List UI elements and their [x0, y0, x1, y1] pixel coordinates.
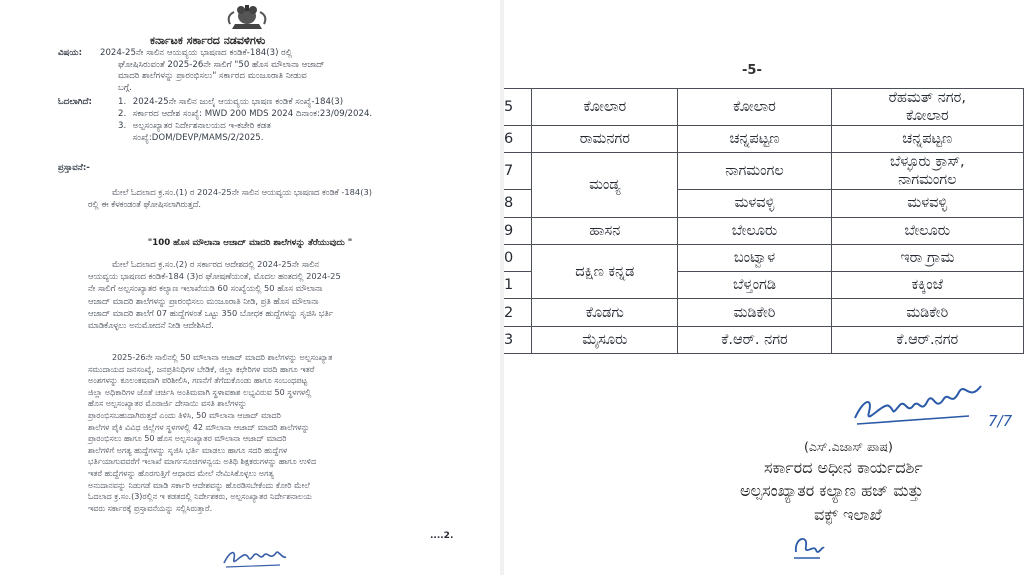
references-label-row [58, 97, 92, 109]
serial-cell: 2 [504, 299, 532, 326]
government-proceedings-title: ಕರ್ನಾಟಕ ಸರ್ಕಾರದ ನಡವಳಿಗಳು [150, 34, 266, 47]
district-cell: ಕೊಡಗು [532, 299, 678, 326]
place-cell: ಕೆ.ಆರ್.ನಗರ [831, 326, 1023, 353]
table-row [504, 217, 1024, 244]
preamble-label: ಪ್ರಸ್ತಾವನೆ:- [58, 163, 90, 173]
taluk-cell: ಬಂಟ್ವಾಳ [678, 244, 831, 271]
right-page [504, 0, 1024, 575]
budget-quote: "100 ಹೊಸ ಮೌಲಾನಾ ಆಜಾದ್ ಮಾದರಿ ಶಾಲೆಗಳನ್ನು ತೆರೆಯುವುದು " [147, 238, 353, 248]
serial-cell: 8 [504, 190, 532, 217]
subject-line: ಘೋಷಿಸಿರುವಂತೆ 2025-26ನೇ ಸಾಲಿಗೆ "50 ಹೊಸ ಮೌಲಾನಾ ಆಜಾದ್ [118, 59, 325, 70]
taluk-cell: ಮಡಿಕೇರಿ [678, 299, 831, 326]
page-number: -5- [742, 63, 762, 78]
place-cell: ಮಡಿಕೇರಿ [831, 299, 1023, 326]
serial-cell: 3 [504, 326, 532, 353]
signatory-designation: ಸರ್ಕಾರದ ಅಧೀನ ಕಾರ್ಯದರ್ಶಿ [764, 458, 923, 477]
district-cell: ಕೋಲಾರ [532, 89, 678, 126]
taluk-cell: ನಾಗಮಂಗಲ [678, 153, 831, 190]
serial-cell: 1 [504, 272, 532, 299]
subject-line: ಮಾದರಿ ಶಾಲೆಗಳನ್ನು ಪ್ರಾರಂಭಿಸಲು" ಸರ್ಕಾರದ ಮಂಜೂರಾತಿ ನೀಡುವ [118, 71, 307, 81]
references-label: ಓದಲಾಗಿದೆ: [58, 97, 92, 107]
reference-item: ಸಂಖ್ಯೆ:DOM/DEVP/MAMS/2/2025. [132, 133, 264, 143]
district-cell: ಮಂಡ್ಯ [532, 153, 678, 217]
preamble-paragraph-1: ಮೇಲೆ ಓದಲಾದ ಕ್ರ.ಸಂ.(1) ರ 2024-25ನೇ ಸಾಲಿನ ಆಯವ್ಯಯ ಭಾಷಣದ ಕಂಡಿಕೆ -184(3) ರಲ್ಲಿ ಈ ಕೆಳಕಂಡಂತೆ ಘೋಷಿಸಲಾಗಿರುತ್ತದೆ. [88, 187, 372, 210]
reference-item: 3. ಅಲ್ಪಸಂಖ್ಯಾತರ ನಿರ್ದೇಶನಾಲಯದ ಇ-ಕಚೇರಿ ಕಡತ [118, 121, 271, 131]
subject-line: ಬಗ್ಗೆ. [118, 82, 133, 93]
signature-initial-icon [220, 541, 290, 571]
place-cell: ಬೇಲೂರು [831, 217, 1023, 244]
left-page [0, 0, 500, 575]
serial-cell: 7 [504, 153, 532, 190]
reference-item: 2. ಸರ್ಕಾರದ ಆದೇಶ ಸಂಖ್ಯೆ: MWD 200 MDS 2024 ದಿನಾಂಕ:23/09/2024. [118, 109, 373, 119]
table-row [504, 244, 1024, 271]
signatory-department: ಅಲ್ಪಸಂಖ್ಯಾತರ ಕಲ್ಯಾಣ ಹಜ್ ಮತ್ತು [740, 481, 924, 500]
district-cell: ದಕ್ಷಿಣ ಕನ್ನಡ [532, 244, 678, 299]
table-row [504, 153, 1024, 190]
subject-label-row [58, 48, 82, 60]
taluk-cell: ಮಳವಳ್ಳಿ [678, 190, 831, 217]
preamble-paragraph-3: 2025-26ನೇ ಸಾಲಿನಲ್ಲಿ 50 ಮೌಲಾನಾ ಆಜಾದ್ ಮಾದರಿ ಶಾಲೆಗಳನ್ನು ಅಲ್ಪಸಂಖ್ಯಾತ ಸಮುದಾಯದ ಜನಸಂಖ್ಯೆ, ಜನಪ್ರತಿನಿಧಿಗಳ ಬೇಡಿಕೆ, ಜಿಲ್ಲಾ ಕಛೇರಿಗಳ ವರದಿ ಹಾಗೂ ಇತರೆ ಅಂಶಗಳನ್ನು ಕೂಲಂಕಷವಾಗಿ ಪರಿಶೀಲಿಸಿ, ಗಣನೆಗೆ ತೆಗೆದುಕೊಂಡು ಹಾಗೂ ಸಂಬಂಧಪಟ್ಟ ಜಿಲ್ಲಾ ಅಧಿಕಾರಿಗಳ ಜೊತೆ ಚರ್ಚಿಸಿ ಅಂತಿಮವಾಗಿ ಸ್ಥಳಾವಕಾಶ ಲಭ್ಯವಿರುವ 50 ಸ್ಥಳಗಳಲ್ಲಿ ಹೊಸ ಅಲ್ಪಸಂಖ್ಯಾತರ ಮೊರಾರ್ಜಿ ದೇಸಾಯಿ ವಸತಿ ಶಾಲೆಗಳನ್ನು ಪ್ರಾರಂಭಿಸಬಹುದಾಗಿರುತ್ತದೆ ಎಂದು ತಿಳಿಸಿ, 50 ಮೌಲಾನಾ ಆಜಾದ್ ಮಾದರಿ ಶಾಲೆಗಳ ಪೈಕಿ ವಿವಿಧ ಜಿಲ್ಲೆಗಳ ಸ್ಥಳಗಳಲ್ಲಿ 42 ಮೌಲಾನಾ ಆಜಾದ್ ಮಾದರಿ ಶಾಲೆಗಳನ್ನು ಪ್ರಾರಂಭಿಸಲು ಹಾಗೂ 50 ಹೊಸ ಅಲ್ಪಸಂಖ್ಯಾತರ ಮೌಲಾನಾ ಆಜಾದ್ ಮಾದರಿ ಶಾಲೆಗಳಿಗೆ ಅಗತ್ಯ ಹುದ್ದೆಗಳನ್ನು ಸೃಜಿಸಿ ಭರ್ತಿ ಮಾಡಲು ಹಾಗೂ ಸದರಿ ಹುದ್ದೆಗಳ ಭರ್ತಿಯಾಗುವವರೆಗೆ ಇಲಾಖೆ ಮಾರ್ಗಸೂಚಿಗಳನ್ವಯ ಅತಿಥಿ ಶಿಕ್ಷಕರುಗಳನ್ನು ಹಾಗೂ ಉಳಿದ ಇತರೆ ಹುದ್ದೆಗಳನ್ನು ಹೊರಗುತ್ತಿಗೆ ಆಧಾರದ ಮೇಲೆ ನೇಮಿಸಿಕೊಳ್ಳಲು ಅಗತ್ಯ ಅನುದಾನವನ್ನು ನಿಡುಗಡೆ ಮಾಡಿ ಸರ್ಕಾರಿ ಆದೇಶವನ್ನು ಹೊರಡಿಸಬೇಕೆಂದು ಕೋರಿ ಮೇಲೆ ಓದಲಾದ ಕ್ರ.ಸಂ.(3)ರಲ್ಲಿನ ಇ ಕಡತದಲ್ಲಿ ನಿರ್ದೇಶಕರು, ಅಲ್ಪಸಂಖ್ಯಾತರ ನಿರ್ದೇಶನಾಲಯ ಇವರು ಸರ್ಕಾರಕ್ಕೆ ಪ್ರಸ್ತಾವನೆಯನ್ನು ಸಲ್ಲಿಸಿರುತ್ತಾರೆ. [88, 353, 333, 513]
signature-icon [849, 372, 989, 432]
state-emblem-icon [222, 2, 272, 32]
signatory-name: (ಎಸ್.ಎಜಾಸ್ ಪಾಷ) [804, 439, 893, 454]
place-cell: ಚನ್ನಪಟ್ಟಣ [831, 126, 1023, 153]
place-cell: ರೆಹಮತ್ ನಗರ, ಕೋಲಾರ [831, 89, 1023, 126]
taluk-cell: ಚನ್ನಪಟ್ಟಣ [678, 126, 831, 153]
serial-cell: 5 [504, 89, 532, 126]
table-row [504, 326, 1024, 353]
serial-cell: 9 [504, 217, 532, 244]
taluk-cell: ಬೆಳ್ತಂಗಡಿ [678, 272, 831, 299]
taluk-cell: ಕೆ.ಆರ್. ನಗರ [678, 326, 831, 353]
serial-cell: 6 [504, 126, 532, 153]
place-cell: ಮಳವಳ್ಳಿ [831, 190, 1023, 217]
table-row [504, 126, 1024, 153]
reference-item: 1. 2024-25ನೇ ಸಾಲಿನ ಜುಲೈ ಆಯವ್ಯಯ ಭಾಷಣ ಕಂಡಿಕೆ ಸಂಖ್ಯೆ-184(3) [118, 97, 344, 107]
taluk-cell: ಬೇಲೂರು [678, 217, 831, 244]
page-continuation-marker: ....2. [430, 531, 454, 541]
initials-icon [790, 528, 830, 564]
signatory-department-2: ವಕ್ಫ್ ಇಲಾಖೆ [814, 505, 882, 524]
district-cell: ರಾಮನಗರ [532, 126, 678, 153]
place-cell: ಇರಾ ಗ್ರಾಮ [831, 244, 1023, 271]
district-cell: ಮೈಸೂರು [532, 326, 678, 353]
serial-cell: 0 [504, 244, 532, 271]
place-cell: ಬೆಳ್ಳೂರು ಕ್ರಾಸ್, ನಾಗಮಂಗಲ [831, 153, 1023, 190]
table-row [504, 89, 1024, 126]
district-cell: ಹಾಸನ [532, 217, 678, 244]
signature-date: 7/7 [988, 412, 1013, 430]
subject-label: ವಿಷಯ: [58, 48, 83, 58]
district-schools-table [504, 88, 1024, 354]
taluk-cell: ಕೋಲಾರ [678, 89, 831, 126]
subject-line: 2024-25ನೇ ಸಾಲಿನ ಆಯವ್ಯಯ ಭಾಷಣದ ಕಂಡಿಕೆ-184(3) ರಲ್ಲಿ [100, 48, 293, 58]
preamble-paragraph-2: ಮೇಲೆ ಓದಲಾದ ಕ್ರ.ಸಂ.(2) ರ ಸರ್ಕಾರದ ಆದೇಶದಲ್ಲಿ 2024-25ನೇ ಸಾಲಿನ ಆಯವ್ಯಯ ಭಾಷಣದ ಕಂಡಿಕೆ-184 (3)ರ ಘೋಷಣೆಯಂತೆ, ಮೊದಲ ಹಂತದಲ್ಲಿ 2024-25 ನೇ ಸಾಲಿಗೆ ಅಲ್ಪಸಂಖ್ಯಾತರ ಕಲ್ಯಾಣ ಇಲಾಖೆಯಡಿ 60 ಸಂಖ್ಯೆಯಲ್ಲಿ 50 ಹೊಸ ಮೌಲಾನಾ ಆಜಾದ್ ಮಾದರಿ ಶಾಲೆಗಳನ್ನು ಪ್ರಾರಂಭಿಸಲು ಮಂಜೂರಾತಿ ನೀಡಿ, ಪ್ರತಿ ಹೊಸ ಮೌಲಾನಾ ಆಜಾದ್ ಮಾದರಿ ಶಾಲೆಗೆ 07 ಹುದ್ದೆಗಳಂತೆ ಒಟ್ಟು 350 ಬೋಧಕ ಹುದ್ದೆಗಳನ್ನು ಸೃಜಿಸಿ ಭರ್ತಿ ಮಾಡಿಕೊಳ್ಳಲು ಅನುಮೋದನೆ ನೀಡಿ ಆದೇಶಿಸಿದೆ. [88, 259, 341, 331]
place-cell: ಕಕ್ಕಿಂಜೆ [831, 272, 1023, 299]
table-row [504, 299, 1024, 326]
